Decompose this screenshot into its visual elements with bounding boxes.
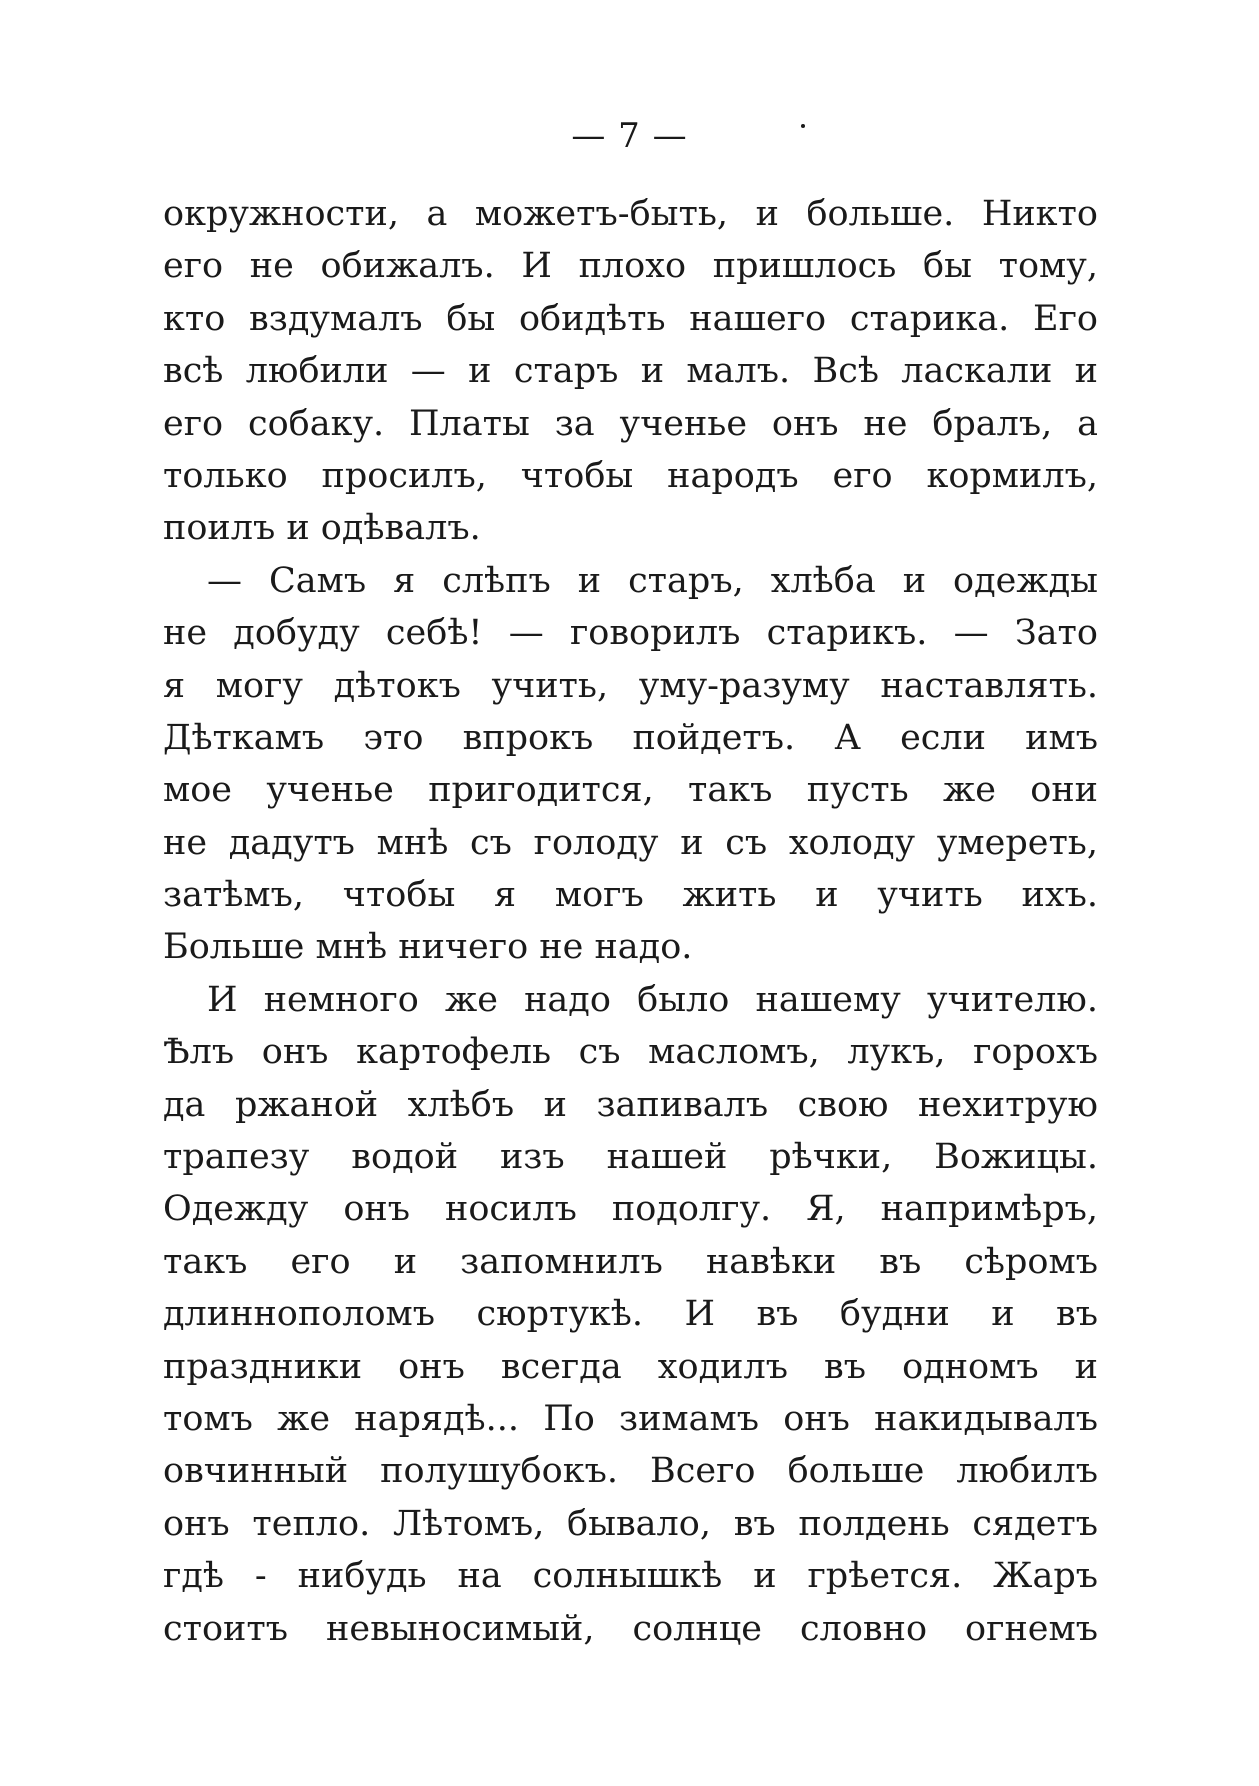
text-line: такъ его и запомнилъ навѣки въ сѣромъ (163, 1241, 1098, 1282)
text-line: гдѣ - нибудь на солнышкѣ и грѣется. Жаръ (163, 1556, 1098, 1597)
text-line: поилъ и одѣвалъ. (163, 508, 481, 549)
text-line: Одежду онъ носилъ подолгу. Я, напримѣръ, (163, 1189, 1098, 1230)
text-line: кто вздумалъ бы обидѣть нашего старика. Его (163, 298, 1098, 339)
text-line: Ѣлъ онъ картофель съ масломъ, лукъ, горохъ (163, 1032, 1098, 1073)
text-line: его собаку. Платы за ученье онъ не бралъ, а (163, 403, 1098, 444)
paragraph (163, 555, 1098, 974)
text-line: мое ученье пригодится, такъ пусть же они (163, 770, 1098, 811)
text-line: длиннополомъ сюртукѣ. И въ будни и въ (163, 1294, 1098, 1335)
text-line: я могу дѣтокъ учить, уму-разуму наставлять. (163, 665, 1098, 706)
body-text (163, 188, 1098, 1655)
text-line: томъ же нарядѣ... По зимамъ онъ накидывалъ (163, 1398, 1098, 1439)
text-line: да ржаной хлѣбъ и запивалъ свою нехитрую (163, 1084, 1098, 1125)
paragraph (163, 974, 1098, 1655)
text-line: трапезу водой изъ нашей рѣчки, Вожицы. (163, 1137, 1098, 1178)
text-line: овчинный полушубокъ. Всего больше любилъ (163, 1451, 1098, 1492)
text-line: И немного же надо было нашему учителю. (207, 979, 1098, 1020)
text-line: праздники онъ всегда ходилъ въ одномъ и (163, 1346, 1098, 1387)
text-line: не добуду себѣ! — говорилъ старикъ. — Зато (163, 613, 1098, 654)
text-line: только просилъ, чтобы народъ его кормилъ, (163, 455, 1098, 496)
text-line: Дѣткамъ это впрокъ пойдетъ. А если имъ (163, 717, 1098, 758)
text-line: онъ тепло. Лѣтомъ, бывало, въ полдень сядетъ (163, 1503, 1098, 1544)
text-line: Больше мнѣ ничего не надо. (163, 927, 693, 968)
text-line: не дадутъ мнѣ съ голоду и съ холоду умереть, (163, 822, 1098, 863)
paragraph (163, 188, 1098, 555)
print-speck (801, 124, 805, 128)
text-line: стоитъ невыносимый, солнце словно огнемъ (163, 1608, 1098, 1649)
text-line: всѣ любили — и старъ и малъ. Всѣ ласкали и (163, 351, 1098, 392)
text-line: окружности, а можетъ-быть, и больше. Никто (163, 194, 1098, 234)
page-number: — 7 — (571, 116, 688, 156)
text-line: его не обижалъ. И плохо пришлось бы тому, (163, 246, 1098, 287)
text-line: — Самъ я слѣпъ и старъ, хлѣба и одежды (207, 560, 1098, 601)
text-line: затѣмъ, чтобы я могъ жить и учить ихъ. (163, 875, 1098, 916)
